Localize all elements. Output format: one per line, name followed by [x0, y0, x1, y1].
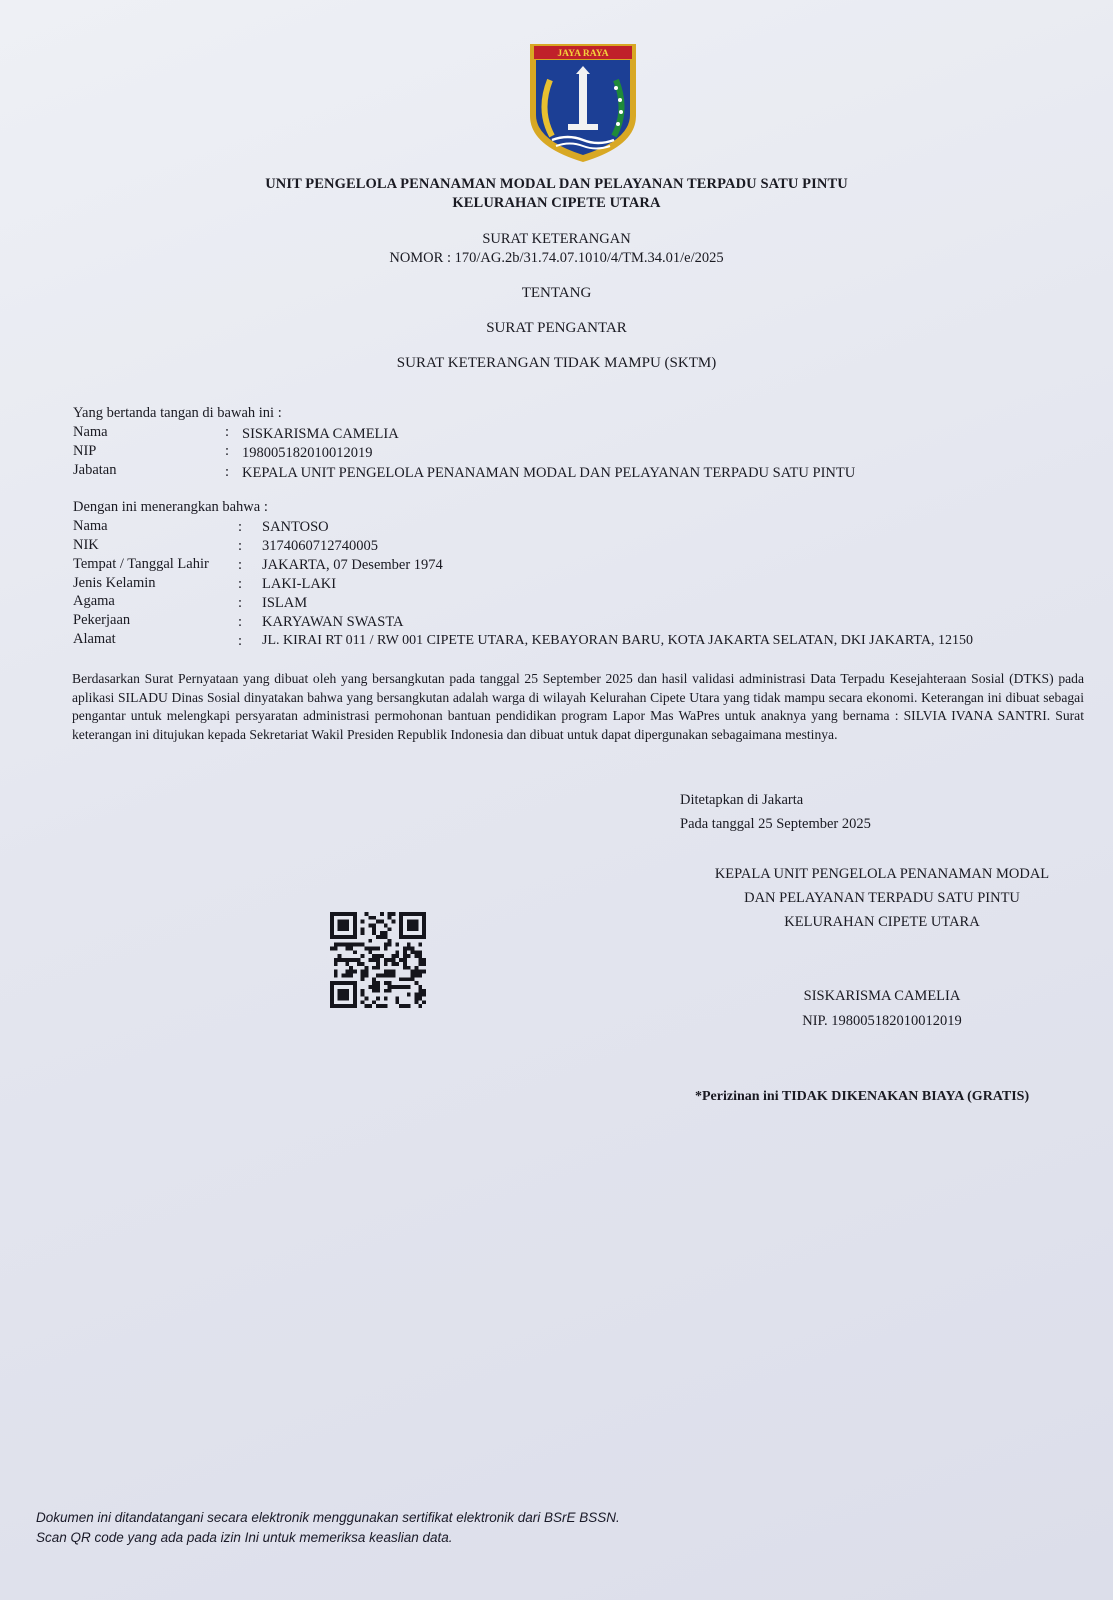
separator: : [238, 519, 243, 535]
agency-subdivision: KELURAHAN CIPETE UTARA [452, 195, 661, 211]
separator: : [225, 464, 230, 480]
signatory-label-nip: NIP [73, 443, 97, 459]
footer-line-1: Dokumen ini ditandatangani secara elektronik menggunakan sertifikat elektronik dari BSrE BSSN. [36, 1510, 620, 1525]
document-subject-1: SURAT PENGANTAR [486, 320, 627, 336]
subject-label-address: Alamat [73, 631, 116, 647]
electronic-signature-footer [36, 1508, 620, 1548]
subject-label-nik: NIK [73, 537, 99, 553]
separator: : [238, 633, 243, 649]
subject-label-name: Nama [73, 518, 108, 534]
signatory-label-position: Jabatan [73, 462, 117, 478]
subject-label-occupation: Pekerjaan [73, 612, 131, 628]
separator: : [225, 443, 230, 459]
subject-label-birth: Tempat / Tanggal Lahir [73, 556, 209, 572]
subject-value-religion: ISLAM [262, 595, 308, 611]
footer-line-2: Scan QR code yang ada pada izin Ini untuk memeriksa keaslian data. [36, 1530, 453, 1545]
subject-value-name: SANTOSO [262, 519, 329, 535]
signature-title-2: DAN PELAYANAN TERPADU SATU PINTU [744, 890, 1020, 906]
subject-value-birth: JAKARTA, 07 Desember 1974 [262, 557, 443, 573]
separator: : [238, 614, 243, 630]
document-about: TENTANG [521, 285, 592, 301]
subject-value-nik: 3174060712740005 [262, 538, 378, 554]
separator: : [238, 538, 243, 554]
separator: : [238, 595, 243, 611]
separator: : [238, 557, 243, 573]
signature-name: SISKARISMA CAMELIA [803, 988, 961, 1004]
signature-title-3: KELURAHAN CIPETE UTARA [784, 914, 980, 930]
document-type: SURAT KETERANGAN [482, 231, 631, 247]
signature-title-1: KEPALA UNIT PENGELOLA PENANAMAN MODAL [714, 866, 1050, 882]
emblem-banner-text: JAYA RAYA [557, 49, 609, 59]
signature-nip: NIP. 198005182010012019 [802, 1013, 962, 1029]
subject-value-occupation: KARYAWAN SWASTA [262, 614, 404, 630]
signature-date: Pada tanggal 25 September 2025 [680, 816, 871, 832]
signatory-label-name: Nama [73, 424, 108, 440]
qr-code-icon [330, 912, 426, 1008]
document-subject-2: SURAT KETERANGAN TIDAK MAMPU (SKTM) [396, 355, 717, 371]
subject-intro: Dengan ini menerangkan bahwa : [73, 499, 268, 515]
subject-label-religion: Agama [73, 593, 115, 609]
subject-value-address: JL. KIRAI RT 011 / RW 001 CIPETE UTARA, KEBAYORAN BARU, KOTA JAKARTA SELATAN, DKI JAKARTA, 12150 [262, 633, 973, 648]
signatory-value-name: SISKARISMA CAMELIA [242, 426, 399, 442]
signatory-value-nip: 198005182010012019 [242, 445, 373, 461]
signature-place: Ditetapkan di Jakarta [680, 792, 804, 808]
subject-label-gender: Jenis Kelamin [73, 575, 156, 591]
separator: : [238, 576, 243, 592]
subject-value-gender: LAKI-LAKI [262, 576, 337, 592]
jakarta-emblem-icon [524, 40, 642, 164]
signatory-value-position: KEPALA UNIT PENGELOLA PENANAMAN MODAL DAN PELAYANAN TERPADU SATU PINTU [242, 465, 856, 481]
document-number: NOMOR : 170/AG.2b/31.74.07.1010/4/TM.34.01/e/2025 [389, 250, 724, 266]
signatory-intro: Yang bertanda tangan di bawah ini : [73, 405, 282, 421]
agency-name: UNIT PENGELOLA PENANAMAN MODAL DAN PELAYANAN TERPADU SATU PINTU [265, 176, 848, 192]
fee-note: *Perizinan ini TIDAK DIKENAKAN BIAYA (GRATIS) [695, 1089, 1030, 1104]
separator: : [225, 424, 230, 440]
body-paragraph: Berdasarkan Surat Pernyataan yang dibuat oleh yang bersangkutan pada tanggal 25 September 2025 dan hasil validasi administrasi Data Terpadu Kesejahteraan Sosial (DTKS) pada aplikasi SILADU Dinas Sosial dinyatakan bahwa yang bersangkutan adalah warga di wilayah Kelurahan Cipete Utara yang tidak mampu secara ekonomi. Keterangan ini dibuat sebagai pengantar untuk melengkapi persyaratan administrasi permohonan bantuan pendidikan program Lapor Mas WaPres untuk anaknya yang bernama : SILVIA IVANA SANTRI. Surat keterangan ini ditujukan kepada Sekretariat Wakil Presiden Republik Indonesia dan dibuat untuk dapat dipergunakan sebagaimana mestinya. [72, 671, 1084, 742]
